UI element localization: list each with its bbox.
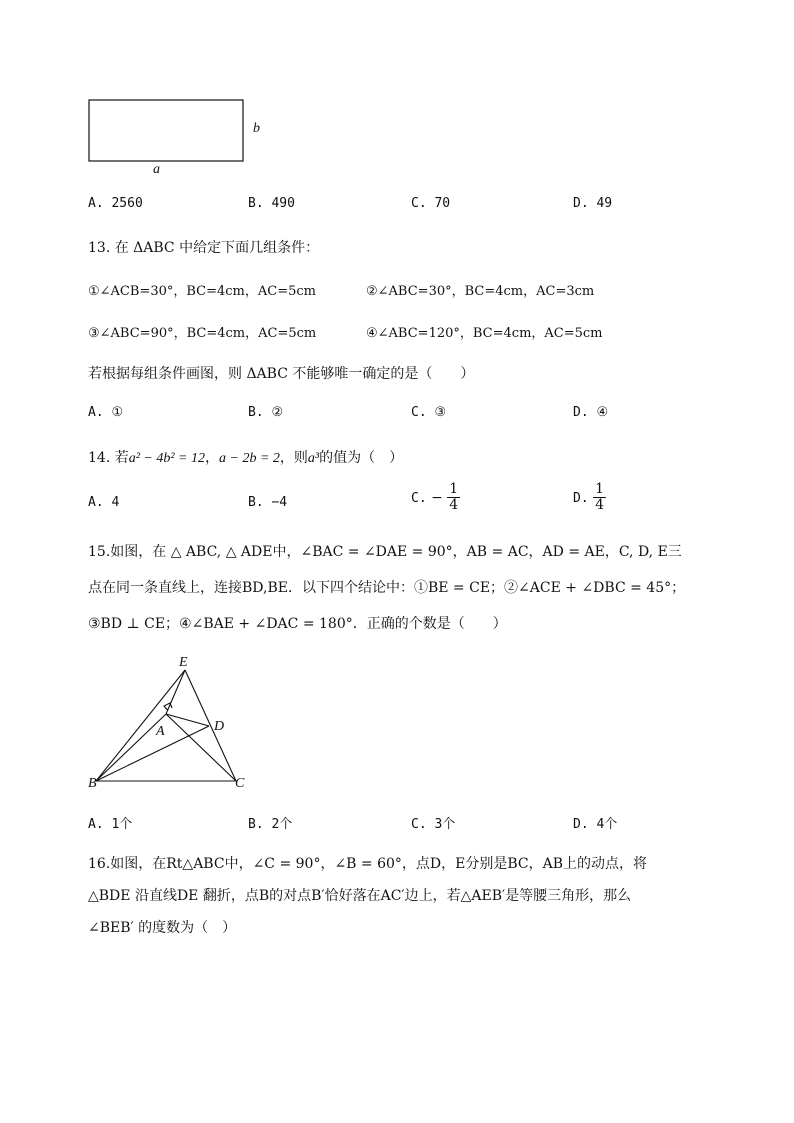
q13-condition-2: ②∠ABC=30°，BC=4cm，AC=3cm — [366, 284, 595, 299]
q13-option-b[interactable]: B. ② — [248, 405, 284, 420]
triangle-figure — [80, 650, 270, 795]
q15-option-c[interactable]: C. 3个 — [411, 817, 456, 832]
rectangle-figure — [85, 95, 265, 180]
q12-option-a[interactable]: A. 2560 — [88, 196, 143, 211]
q12-option-b[interactable]: B. 490 — [248, 196, 295, 211]
q14-option-c[interactable]: C. − $\frac{1}{4}$ — [411, 481, 459, 514]
q16-stem-line-1: 16.如图，在Rt△ABC中，∠C = 90°，∠B = 60°，点D，E分别是BC，AB上的动点，将 — [88, 856, 648, 872]
q12-option-c[interactable]: C. 70 — [411, 196, 451, 211]
point-label-a: A — [156, 724, 165, 739]
q14-expression: a³ — [307, 451, 320, 466]
q13-stem: 13. 在 ΔABC 中给定下面几组条件： — [88, 240, 320, 256]
q13-question: 若根据每组条件画图，则 ΔABC 不能够唯一确定的是（ ） — [88, 366, 475, 382]
q16-stem-line-2: △BDE 沿直线DE 翻折，点B的对点B′恰好落在AC′边上，若△AEB′是等腰三角形，那么 — [88, 888, 632, 904]
q12-option-d[interactable]: D. 49 — [573, 196, 613, 211]
q15-stem-line-1: 15.如图，在 △ ABC, △ ADE中，∠BAC = ∠DAE = 90°，AB = AC，AD = AE，C, D, E三 — [88, 544, 682, 560]
q15-option-a[interactable]: A. 1个 — [88, 817, 133, 832]
side-label-b: b — [253, 121, 260, 136]
point-label-e: E — [179, 655, 188, 670]
q15-stem-line-2: 点在同一条直线上，连接BD,BE．以下四个结论中：①BE = CE；②∠ACE + ∠DBC = 45°； — [88, 580, 686, 596]
q16-stem-line-3: ∠BEB′ 的度数为（ ） — [88, 920, 237, 936]
q14-equation-1: a² − 4b² = 12 — [128, 451, 206, 466]
q15-option-b[interactable]: B. 2个 — [248, 817, 293, 832]
q14-stem: 14. 若a² − 4b² = 12，a − 2b = 2，则a³的值为（ ） — [88, 450, 404, 466]
point-label-d: D — [214, 719, 225, 734]
fraction: $\frac{1}{4}$ — [595, 481, 605, 514]
q13-condition-1: ①∠ACB=30°，BC=4cm，AC=5cm — [88, 284, 316, 299]
q14-option-a[interactable]: A. 4 — [88, 495, 120, 510]
q14-option-d[interactable]: D. $\frac{1}{4}$ — [573, 481, 605, 514]
q13-condition-4: ④∠ABC=120°，BC=4cm，AC=5cm — [366, 326, 603, 341]
side-label-a: a — [153, 162, 160, 177]
point-label-b: B — [88, 776, 97, 791]
fraction: $\frac{1}{4}$ — [449, 481, 459, 514]
q14-equation-2: a − 2b = 2 — [219, 451, 280, 466]
q13-option-a[interactable]: A. ① — [88, 405, 124, 420]
q13-option-c[interactable]: C. ③ — [411, 405, 447, 420]
q15-option-d[interactable]: D. 4个 — [573, 817, 618, 832]
point-label-c: C — [235, 776, 245, 791]
q13-option-d[interactable]: D. ④ — [573, 405, 609, 420]
q14-option-b[interactable]: B. −4 — [248, 495, 288, 510]
q15-stem-line-3: ③BD ⊥ CE；④∠BAE + ∠DAC = 180°．正确的个数是（ ） — [88, 616, 507, 632]
q13-condition-3: ③∠ABC=90°，BC=4cm，AC=5cm — [88, 326, 317, 341]
